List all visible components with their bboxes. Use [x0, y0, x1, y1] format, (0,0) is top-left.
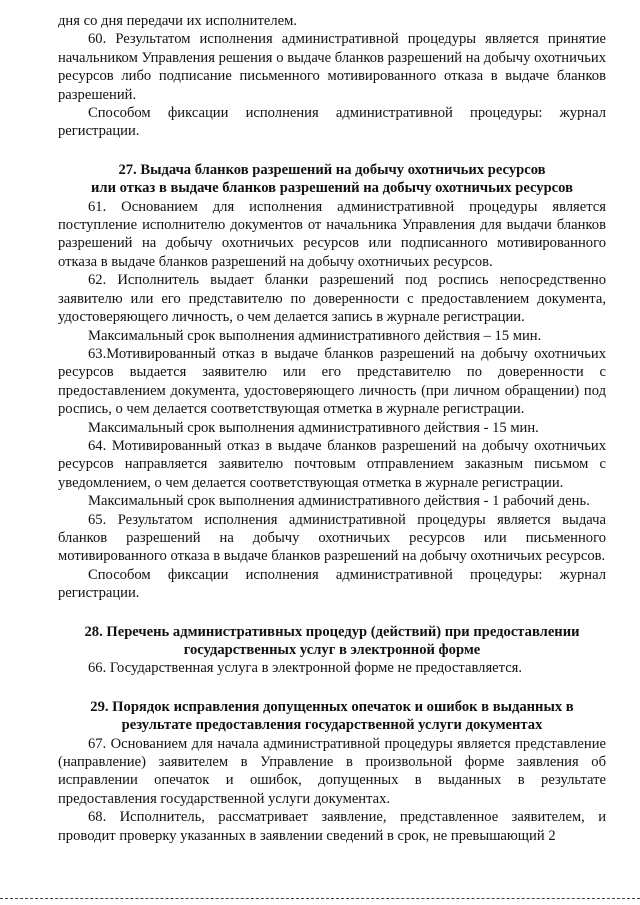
section-27-heading — [58, 161, 606, 198]
paragraph-61: 61. Основанием для исполнения административной процедуры является поступление исполнителю документов от начальника Управления для выдачи бланков разрешений на добычу охотничьих ресурсов или подписанного мотивированного отказа в выдаче бланков разрешений на добычу охотничьих ресурсов. — [58, 198, 606, 270]
paragraph-62: 62. Исполнитель выдает бланки разрешений под роспись непосредственно заявителю или его представителю по доверенности с предоставлением документа, удостоверяющего личность, о чем делается запись в журнале регистрации. — [58, 272, 606, 326]
paragraph-67: 67. Основанием для начала административной процедуры является представление (направление) заявителем в Управление в произвольной форме заявления об исправлении опечаток и ошибок, допущенных в выданных в результате предоставления государственной услуги документах. — [58, 735, 606, 807]
paragraph-63: 63.Мотивированный отказ в выдаче бланков разрешений на добычу охотничьих ресурсов выдается заявителю или его представителю по доверенности с предоставлением документа, удостоверяющего личность (при личном обращении) под роспись, о чем делается соответствующая отметка в журнале регистрации. — [58, 345, 606, 418]
paragraph-65-fixation: Способом фиксации исполнения административной процедуры: журнал регистрации. — [58, 566, 606, 602]
paragraph-60: 60. Результатом исполнения административной процедуры является принятие начальником Управления решения о выдаче бланков разрешений на добычу охотничьих ресурсов либо подписание письменного мотивированного отказа в выдаче бланков разрешений. — [58, 31, 606, 103]
paragraph-65: 65. Результатом исполнения административной процедуры является выдача бланков разрешений на добычу охотничьих ресурсов или письменного мотивированного отказа в выдаче бланков разрешений на добычу охотничьих ресурсов. — [58, 511, 606, 565]
paragraph-66: 66. Государственная услуга в электронной форме не предоставляется. — [88, 660, 523, 677]
paragraph-68: 68. Исполнитель, рассматривает заявление, представленное заявителем, и проводит проверку указанных в заявлении сведений в срок, не превышающий 2 — [58, 809, 606, 844]
document-page — [58, 12, 606, 845]
paragraph-62-max-time: Максимальный срок выполнения административного действия – 15 мин. — [88, 327, 542, 344]
section-27-title-line2: или отказ в выдаче бланков разрешений на добычу охотничьих ресурсов — [91, 180, 573, 197]
section-28-heading — [58, 623, 606, 660]
section-27-title-line1: 27. Выдача бланков разрешений на добычу охотничьих ресурсов — [118, 161, 546, 178]
page-bottom-edge — [0, 898, 640, 899]
paragraph-64-max-time: Максимальный срок выполнения административного действия - 1 рабочий день. — [88, 493, 590, 510]
section-29-heading — [58, 698, 606, 735]
paragraph-64: 64. Мотивированный отказ в выдаче бланков разрешений на добычу охотничьих ресурсов направляется заявителю почтовым отправлением заказным письмом с уведомлением, о чем делается соответствующая отметка в журнале регистрации. — [58, 437, 606, 491]
section-28-title-line2: государственных услуг в электронной форме — [183, 642, 481, 658]
paragraph-continuation: дня со дня передачи их исполнителем. — [58, 13, 297, 29]
paragraph-60-fixation: Способом фиксации исполнения административной процедуры: журнал регистрации. — [58, 105, 606, 140]
section-28-title-line1: 28. Перечень административных процедур (действий) при предоставлении — [84, 623, 580, 640]
section-29-title-line1: 29. Порядок исправления допущенных опечаток и ошибок в выданных в — [90, 698, 574, 715]
paragraph-63-max-time: Максимальный срок выполнения административного действия - 15 мин. — [88, 419, 539, 436]
section-29-title-line2: результате предоставления государственной услуги документах — [121, 717, 543, 734]
